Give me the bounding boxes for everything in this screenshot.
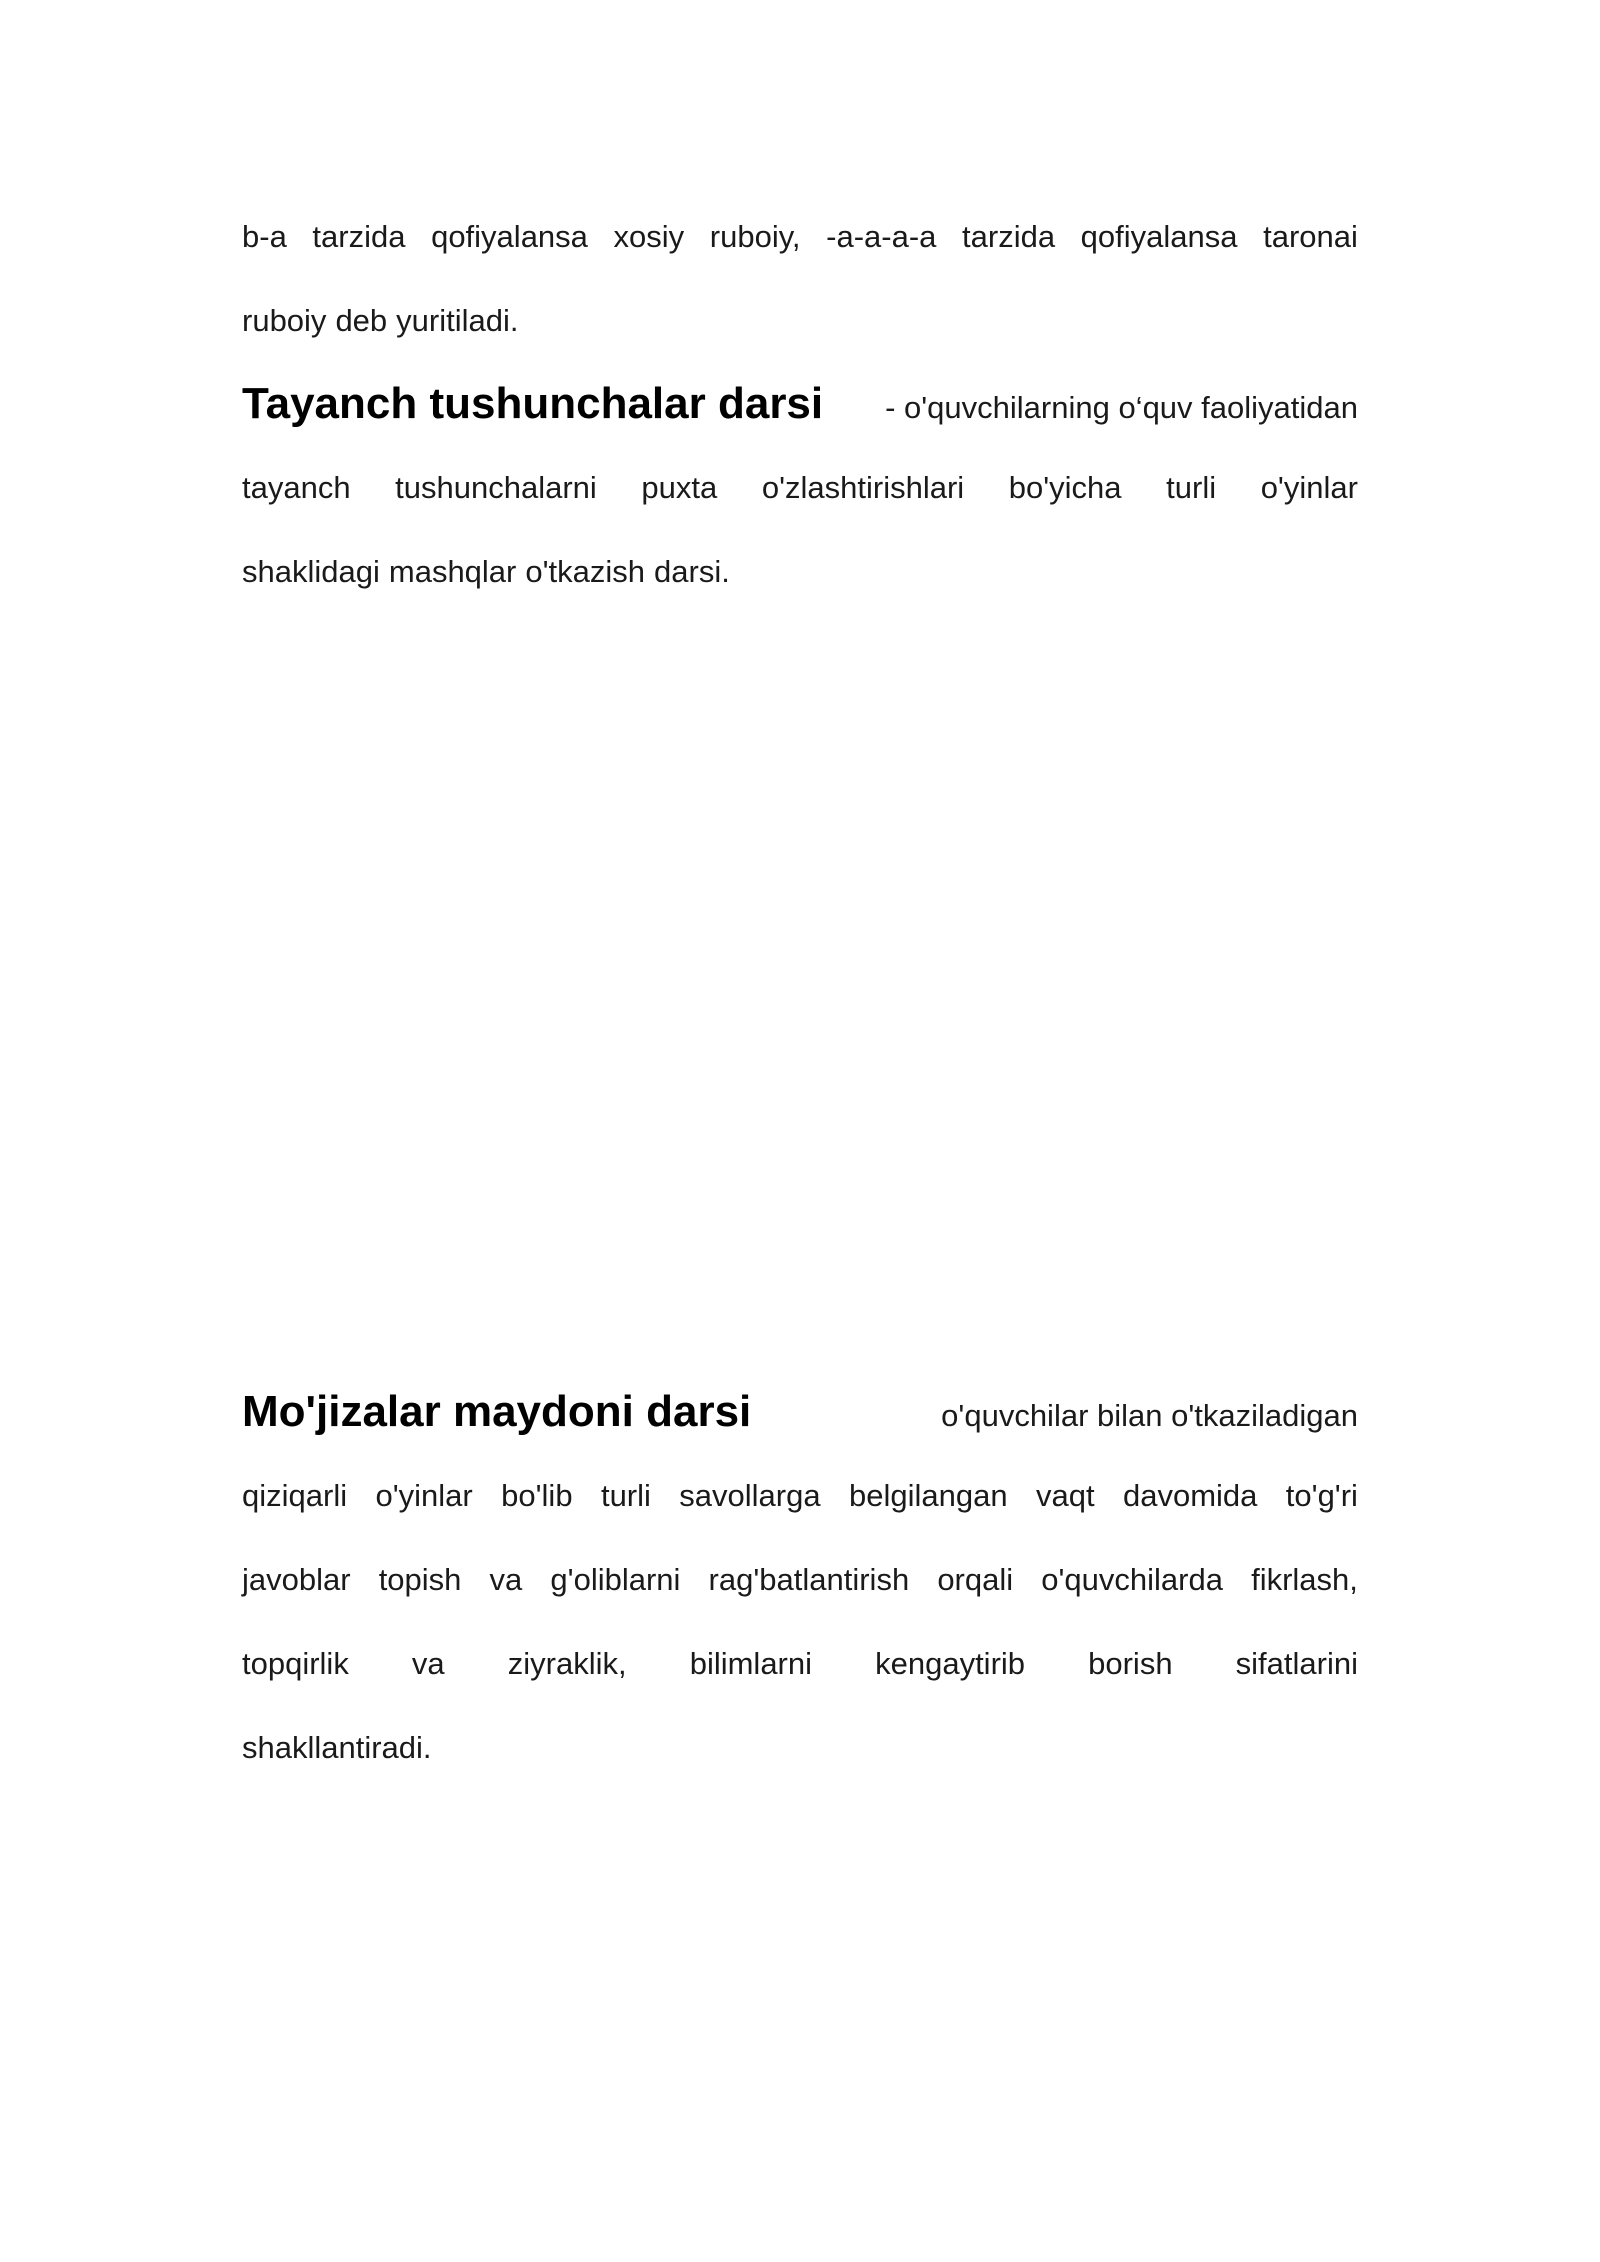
word: bilimlarni xyxy=(689,1646,813,1681)
word: va xyxy=(411,1646,445,1681)
word: xosiy xyxy=(613,219,685,254)
word: qofiyalansa xyxy=(431,219,588,254)
word: ruboiy, xyxy=(709,219,801,254)
word: taronai xyxy=(1263,219,1358,254)
word: shakllantiradi. xyxy=(242,1730,432,1765)
word: darsi. xyxy=(654,554,730,589)
word: belgilangan xyxy=(849,1478,1008,1513)
word: tayanch xyxy=(242,470,351,505)
word: puxta xyxy=(641,470,718,505)
word: qofiyalansa xyxy=(1080,219,1238,254)
word: shaklidagi xyxy=(242,554,380,589)
word: topish xyxy=(378,1562,462,1597)
tayanch-line-1-text: - o'quvchilarning o‘quv faoliyatidan xyxy=(885,390,1358,425)
word: o'yinlar xyxy=(1260,470,1358,505)
word: o'tkazish xyxy=(525,554,646,589)
mojiza-line-1-text: o'quvchilar bilan o'tkaziladigan xyxy=(941,1398,1358,1433)
word: deb xyxy=(335,303,388,338)
word: rag'batlantirish xyxy=(708,1562,910,1597)
mojiza-line-4 xyxy=(242,1622,1358,1706)
word: tarzida xyxy=(962,219,1056,254)
word: o'quvchilarda xyxy=(1041,1562,1223,1597)
word: savollarga xyxy=(679,1478,821,1513)
word: sifatlarini xyxy=(1235,1646,1358,1681)
word: tarzida xyxy=(312,219,406,254)
intro-line-1 xyxy=(242,195,1358,279)
tayanch-line-3 xyxy=(242,530,1358,614)
mojiza-term: Mo'jizalar maydoni darsi xyxy=(242,1387,752,1436)
word: vaqt xyxy=(1035,1478,1095,1513)
tayanch-paragraph xyxy=(242,362,1358,614)
word: davomida xyxy=(1122,1478,1258,1513)
word: ruboiy xyxy=(242,303,327,338)
word: bo'lib xyxy=(501,1478,573,1513)
word: turli xyxy=(600,1478,651,1513)
mojiza-line-1 xyxy=(242,1370,1358,1454)
word: g'oliblarni xyxy=(550,1562,681,1597)
word: yuritiladi. xyxy=(396,303,519,338)
word: o'yinlar xyxy=(375,1478,473,1513)
word: topqirlik xyxy=(242,1646,349,1681)
word: turli xyxy=(1166,470,1217,505)
word: orqali xyxy=(937,1562,1014,1597)
intro-paragraph xyxy=(242,195,1358,363)
tayanch-line-2 xyxy=(242,446,1358,530)
mojiza-paragraph xyxy=(242,1370,1358,1790)
word: -a-a-a-a xyxy=(826,219,937,254)
intro-line-2 xyxy=(242,279,1358,363)
word: borish xyxy=(1088,1646,1173,1681)
word: javoblar xyxy=(242,1562,351,1597)
word: tushunchalarni xyxy=(395,470,597,505)
tayanch-line-1 xyxy=(242,362,1358,446)
word: mashqlar xyxy=(388,554,517,589)
word: bo'yicha xyxy=(1008,470,1122,505)
tayanch-term: Tayanch tushunchalar darsi xyxy=(242,379,824,428)
word: o'zlashtirishlari xyxy=(761,470,965,505)
word: fikrlash, xyxy=(1251,1562,1358,1597)
word: kengaytirib xyxy=(875,1646,1026,1681)
mojiza-line-3 xyxy=(242,1538,1358,1622)
mojiza-line-5 xyxy=(242,1706,1358,1790)
word: qiziqarli xyxy=(242,1478,348,1513)
word: ziyraklik, xyxy=(507,1646,627,1681)
word: va xyxy=(489,1562,523,1597)
word: b-a xyxy=(242,219,287,254)
mojiza-line-2 xyxy=(242,1454,1358,1538)
word: to'g'ri xyxy=(1285,1478,1358,1513)
